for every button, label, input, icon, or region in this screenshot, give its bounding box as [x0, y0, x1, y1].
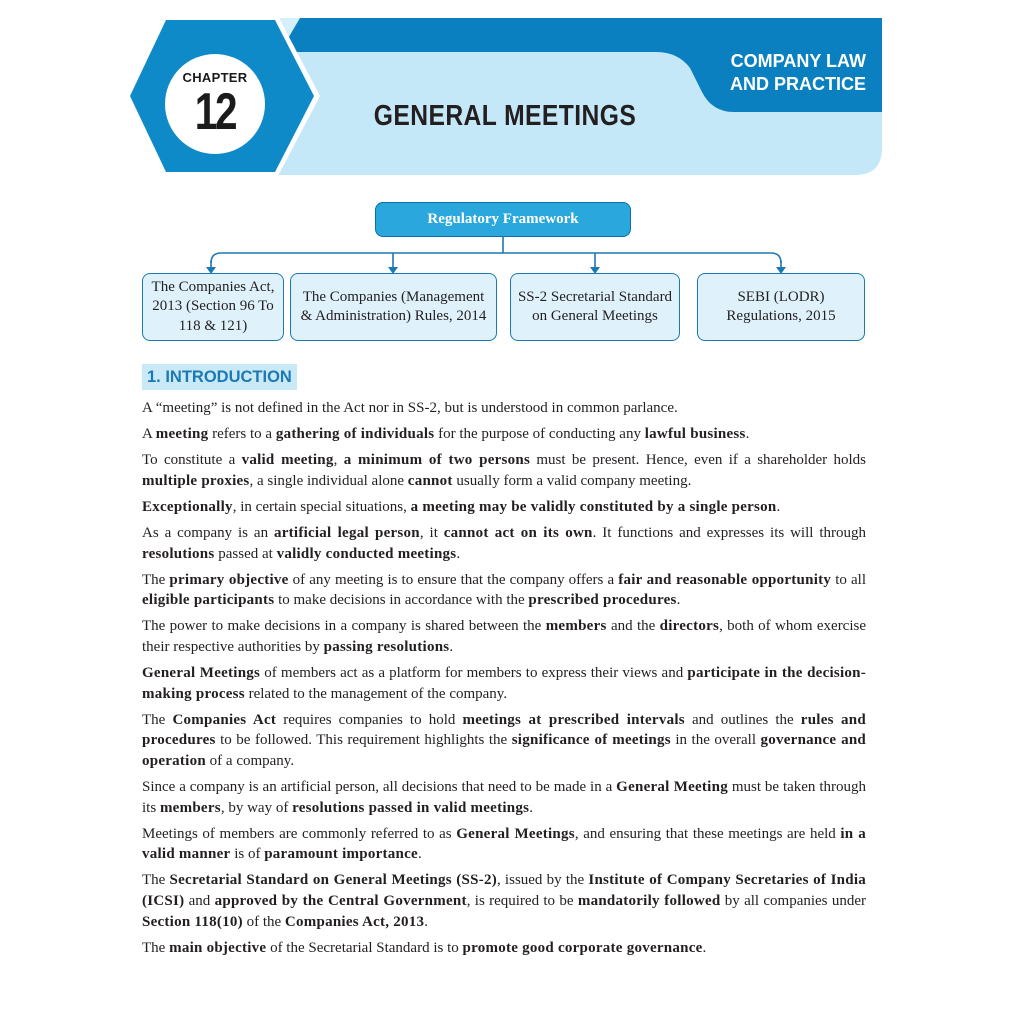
text-run: requires companies to hold	[276, 711, 463, 728]
text-run: passed at	[214, 545, 277, 562]
text-run: .	[529, 799, 533, 816]
paragraph	[142, 870, 866, 932]
bold-text: main objective	[169, 939, 267, 956]
text-run: . It functions and expresses its will through	[592, 524, 867, 541]
text-run: refers to a	[208, 426, 276, 443]
subject-line-2: AND PRACTICE	[729, 74, 866, 94]
bold-text: fair and reasonable opportunity	[618, 571, 832, 588]
section-heading: 1. INTRODUCTION	[142, 364, 297, 390]
bold-text: significance of meetings	[511, 732, 671, 749]
text-run: for the purpose of conducting any	[434, 426, 645, 443]
bold-text: directors	[659, 618, 720, 635]
text-run: of a company.	[205, 752, 295, 769]
introduction-text	[142, 398, 866, 964]
bold-text: governance and operation	[142, 732, 866, 769]
paragraph	[142, 663, 866, 704]
subject-name	[700, 50, 866, 96]
text-run: .	[456, 545, 461, 562]
bold-text: Section 118(10)	[142, 913, 243, 930]
text-run: The	[142, 711, 173, 728]
text-run: .	[676, 592, 681, 609]
text-run: .	[417, 846, 422, 863]
text-run: to all	[831, 571, 867, 588]
bold-text: cannot	[407, 472, 453, 489]
subject-line-1: COMPANY LAW	[730, 51, 866, 71]
text-run: of the Secretarial Standard is to	[266, 939, 463, 956]
text-run: and outlines the	[684, 711, 801, 728]
text-run: .	[424, 913, 428, 930]
paragraph	[142, 710, 866, 772]
bold-text: meetings at prescribed intervals	[462, 711, 685, 728]
text-run: usually form a valid company meeting.	[452, 472, 692, 489]
paragraph	[142, 938, 866, 959]
paragraph	[142, 824, 866, 865]
bold-text: resolutions	[142, 545, 215, 562]
bold-text: mandatorily followed	[577, 892, 721, 909]
text-run: , issued by the	[496, 872, 589, 889]
bold-text: members	[159, 799, 221, 816]
bold-text: Companies Act, 2013	[284, 913, 425, 930]
chapter-number: 12	[194, 83, 236, 141]
bold-text: Companies Act	[172, 711, 277, 728]
bold-text: prescribed procedures	[528, 592, 677, 609]
bold-text: eligible participants	[142, 592, 275, 609]
framework-box-ss2: SS-2 Secretarial Standard on General Meetings	[510, 273, 680, 341]
text-run: of members act as a platform for members to express their views and	[260, 665, 688, 682]
text-run: and	[184, 892, 215, 909]
bold-text: gathering of individuals	[275, 426, 435, 443]
text-run: in the overall	[670, 732, 761, 749]
text-run: is of	[230, 846, 265, 863]
bold-text: General Meetings	[142, 665, 261, 682]
text-run: The	[142, 872, 170, 889]
bold-text: Secretarial Standard on General Meetings (SS-2)	[169, 872, 497, 889]
paragraph	[142, 777, 866, 818]
text-run: As a company is an	[142, 524, 274, 541]
text-run: The power to make decisions in a company is shared between the	[142, 618, 546, 635]
bold-text: rules and procedures	[142, 711, 866, 749]
text-run: , and ensuring that these meetings are held	[574, 825, 841, 842]
text-run: must be taken through its	[142, 779, 866, 816]
header-graphic	[0, 0, 1024, 190]
bold-text: participate in the decision-making process	[142, 665, 867, 702]
paragraph	[142, 497, 866, 518]
bold-text: multiple proxies	[142, 472, 250, 489]
text-run: to be followed. This requirement highlights the	[215, 732, 512, 749]
bold-text: primary objective	[169, 571, 289, 588]
bold-text: members	[545, 618, 607, 635]
text-run: must be present. Hence, even if a shareholder holds	[530, 452, 866, 469]
bold-text: resolutions passed in valid meetings	[292, 799, 530, 816]
text-run: .	[702, 939, 707, 956]
text-run: A	[142, 426, 156, 443]
text-run: of any meeting is to ensure that the company offers a	[288, 571, 619, 588]
text-run: of the	[242, 913, 285, 930]
bold-text: validly conducted meetings	[276, 545, 457, 562]
text-run: .	[449, 638, 454, 655]
text-run: , by way of	[220, 799, 293, 816]
paragraph	[142, 398, 866, 419]
paragraph	[142, 523, 866, 564]
text-run: and the	[606, 618, 660, 635]
bold-text: artificial legal person	[274, 524, 420, 541]
bold-text: valid meeting	[241, 452, 334, 469]
text-run: To constitute a	[142, 452, 242, 469]
bold-text: a meeting may be validly constituted by a single person	[410, 498, 777, 515]
text-run: , a single individual alone	[249, 472, 408, 489]
text-run: .	[745, 426, 750, 443]
regulatory-framework-diagram	[0, 195, 1024, 350]
paragraph	[142, 450, 866, 491]
bold-text: paramount importance	[264, 846, 418, 863]
paragraph	[142, 616, 866, 657]
text-run: , is required to be	[466, 892, 578, 909]
framework-root-box: Regulatory Framework	[375, 202, 631, 237]
bold-text: approved by the Central Government	[214, 892, 467, 909]
bold-text: meeting	[155, 426, 209, 443]
text-run: A “meeting” is not defined in the Act nor in SS-2, but is understood in common parlance.	[142, 400, 678, 416]
chapter-header	[0, 0, 1024, 190]
bold-text: promote good corporate governance	[462, 939, 703, 956]
bold-text: Exceptionally	[142, 498, 233, 515]
paragraph	[142, 570, 866, 611]
bold-text: a minimum of two persons	[343, 452, 531, 469]
text-run: .	[776, 498, 781, 515]
text-run: by all companies under	[720, 892, 866, 909]
framework-box-sebi-lodr: SEBI (LODR) Regulations, 2015	[697, 273, 865, 341]
framework-box-management-rules: The Companies (Management & Administration) Rules, 2014	[290, 273, 497, 341]
chapter-label: CHAPTER	[182, 70, 248, 85]
text-run: The	[142, 939, 170, 956]
framework-box-companies-act: The Companies Act, 2013 (Section 96 To 118 & 121)	[142, 273, 284, 341]
bold-text: General Meetings	[456, 825, 575, 842]
text-run: , it	[419, 524, 444, 541]
bold-text: General Meeting	[616, 779, 728, 795]
bold-text: lawful business	[644, 426, 746, 443]
bold-text: passing resolutions	[323, 638, 450, 655]
text-run: ,	[333, 452, 344, 469]
bold-text: cannot act on its own	[443, 524, 593, 541]
text-run: related to the management of the company.	[244, 685, 508, 702]
bold-text: in a valid manner	[142, 825, 867, 863]
text-run: , both of whom exercise their respective authorities by	[142, 618, 867, 655]
text-run: , in certain special situations,	[232, 498, 411, 515]
bold-text: Institute of Company Secretaries of India (ICSI)	[142, 872, 867, 909]
text-run: The	[142, 571, 170, 588]
chapter-title: GENERAL MEETINGS	[373, 100, 637, 132]
connector-bar	[211, 253, 781, 263]
text-run: Meetings of members are commonly referred to as	[142, 825, 457, 842]
paragraph	[142, 424, 866, 445]
text-run: Since a company is an artificial person, all decisions that need to be made in a	[142, 779, 617, 795]
text-run: to make decisions in accordance with the	[274, 592, 529, 609]
